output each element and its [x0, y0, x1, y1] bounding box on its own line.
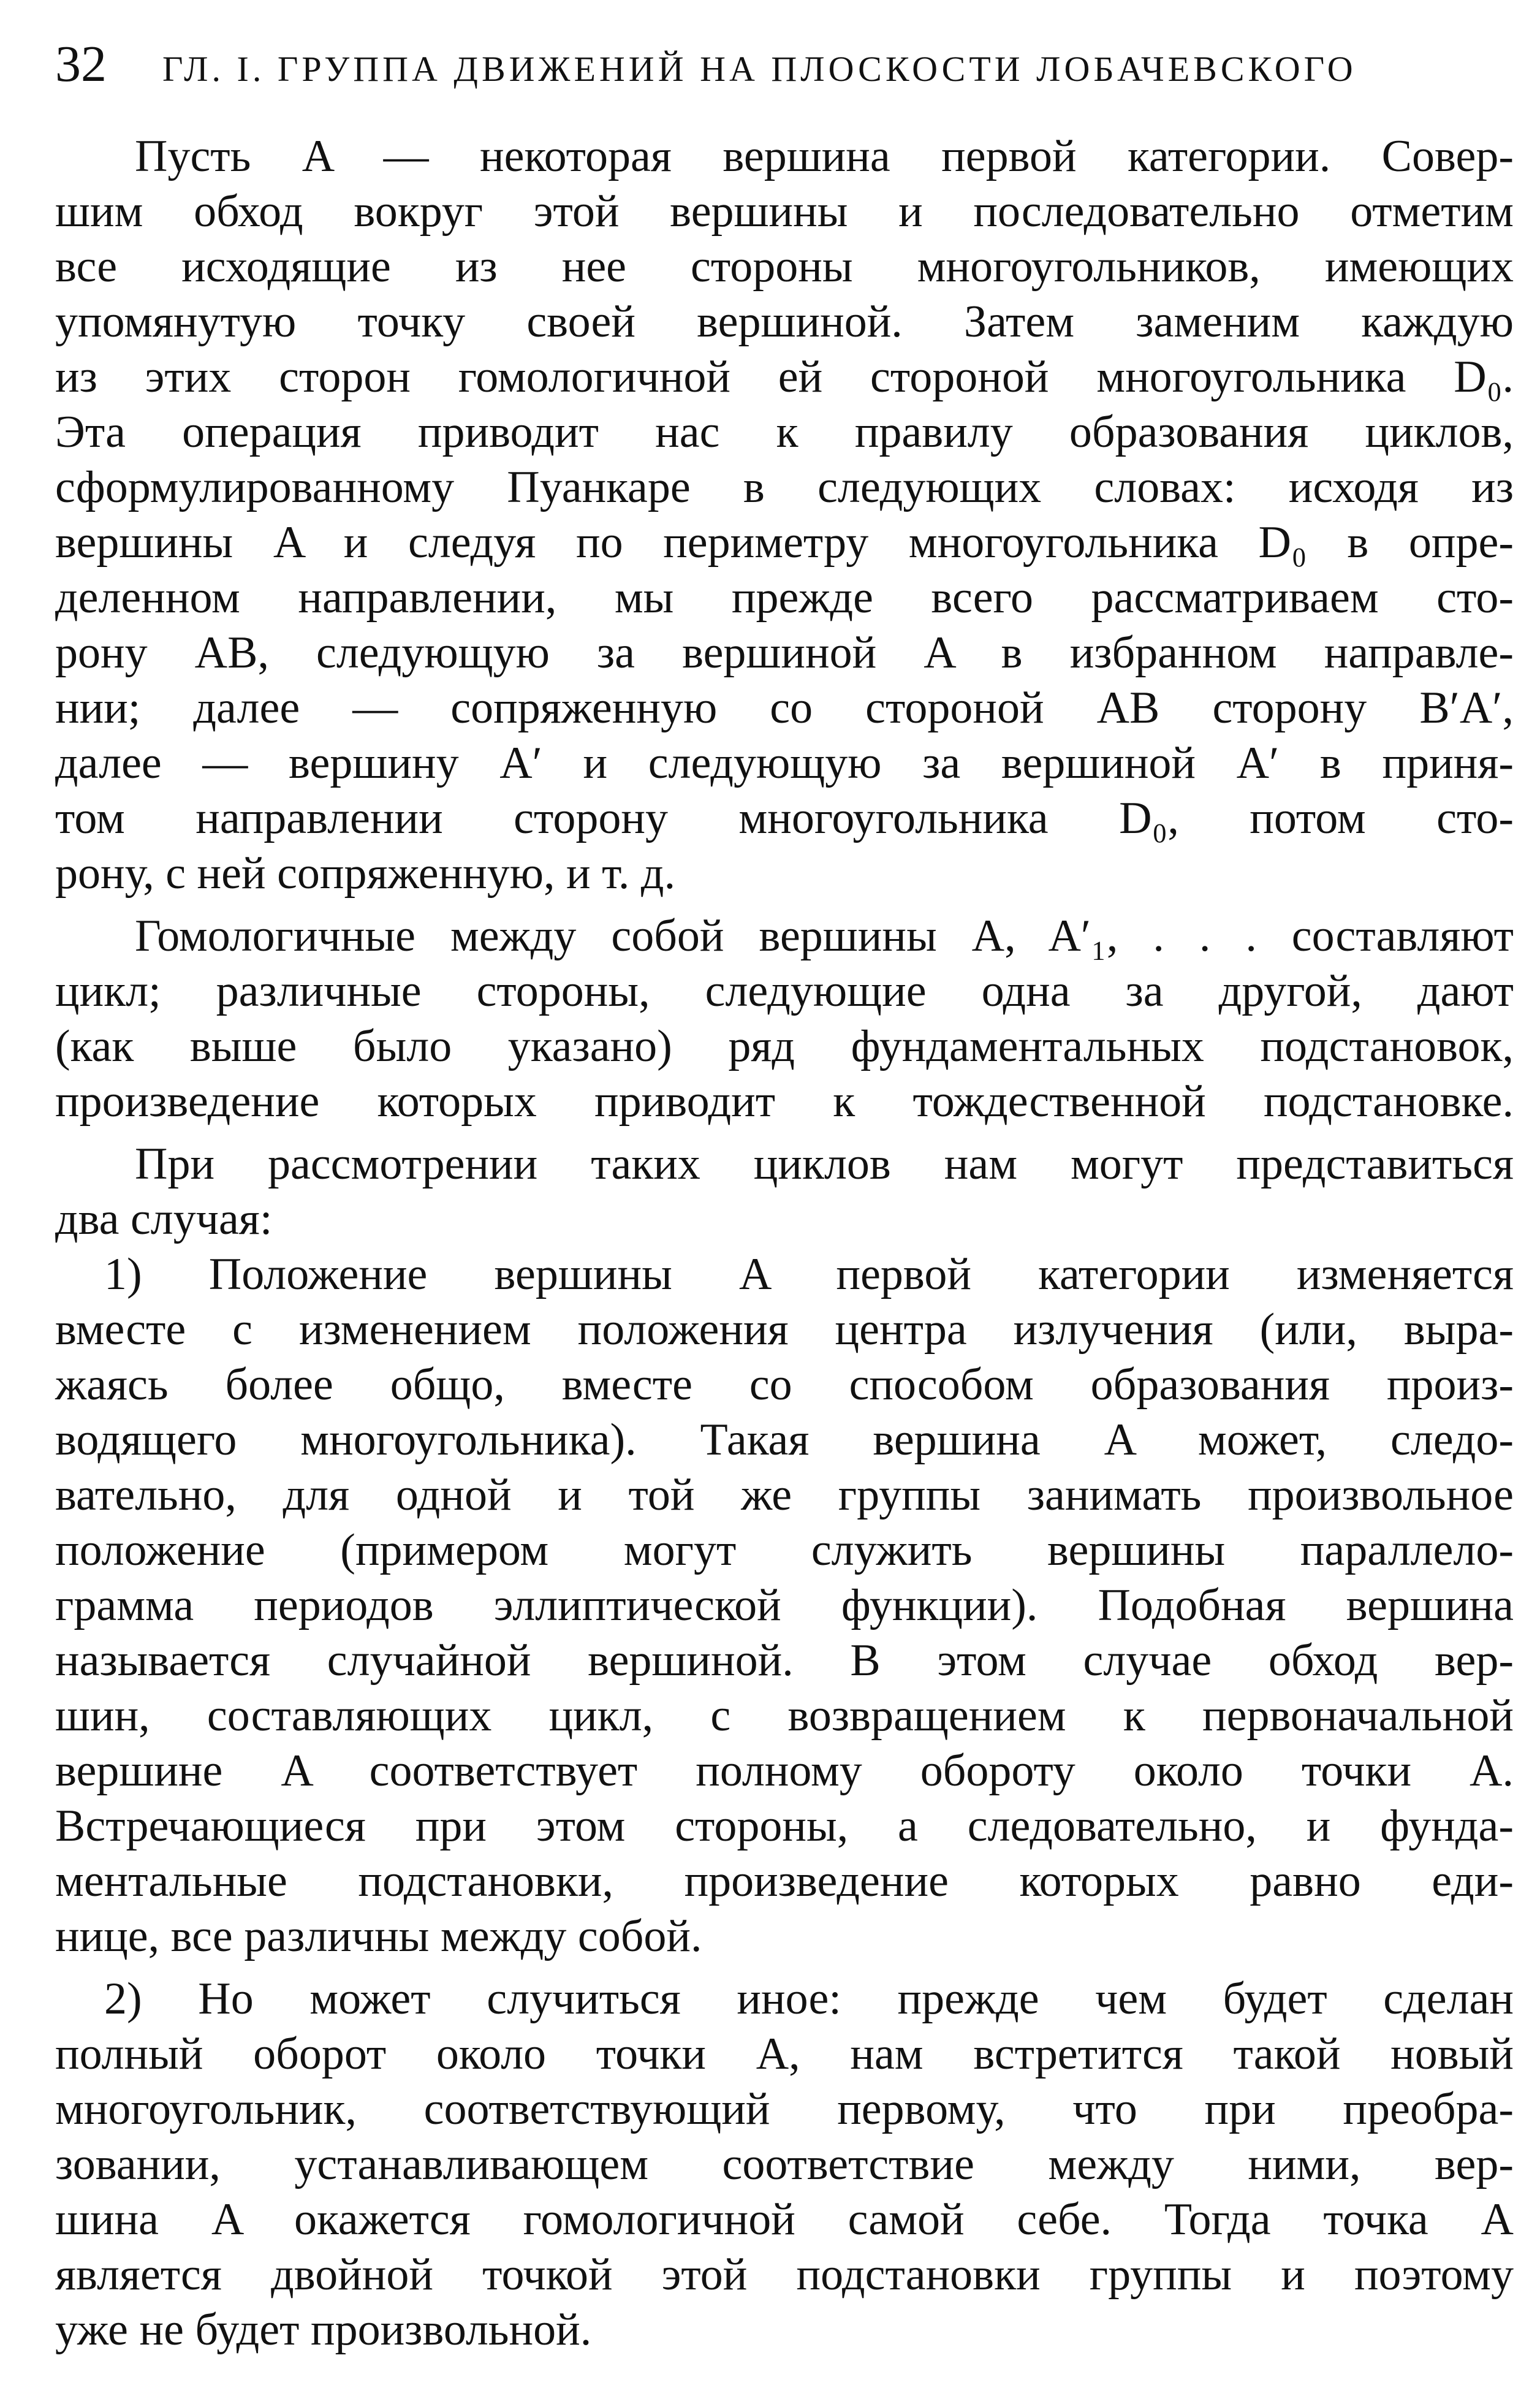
- text-line: Гомологичные между собой вершины A, A′₁, . . . составляют: [135, 911, 1514, 961]
- running-head: ГЛ. I. ГРУППА ДВИЖЕНИЙ НА ПЛОСКОСТИ ЛОБАЧЕВСКОГО: [162, 49, 1357, 89]
- text-line: сформулированному Пуанкаре в следующих словах: исходя из: [55, 462, 1514, 512]
- text-line: вершине A соответствует полному обороту около точки A.: [55, 1746, 1514, 1796]
- text-line: (как выше было указано) ряд фундаментальных подстановок,: [55, 1021, 1514, 1071]
- text-line: далее — вершину A′ и следующую за вершиной A′ в приня-: [55, 738, 1514, 788]
- paragraph: [55, 908, 1514, 1129]
- text-line: шим обход вокруг этой вершины и последовательно отметим: [55, 186, 1514, 237]
- paragraph: [55, 1971, 1514, 2357]
- text-line: многоугольник, соответствующий первому, что при преобра-: [55, 2084, 1514, 2134]
- text-line: полный оборот около точки A, нам встретится такой новый: [55, 2029, 1514, 2079]
- text-line: положение (примером могут служить вершины параллело-: [55, 1525, 1514, 1575]
- paragraph: [55, 129, 1514, 901]
- text-line: вершины A и следуя по периметру многоугольника D₀ в опре-: [55, 517, 1514, 568]
- text-line: рону, с ней сопряженную, и т. д.: [55, 848, 676, 899]
- text-line: 1) Положение вершины A первой категории изменяется: [104, 1249, 1514, 1299]
- text-line: Пусть A — некоторая вершина первой категории. Совер-: [135, 131, 1514, 181]
- page-number: 32: [55, 36, 107, 93]
- text-line: грамма периодов эллиптической функции). Подобная вершина: [55, 1580, 1514, 1630]
- text-line: 2) Но может случиться иное: прежде чем будет сделан: [104, 1974, 1514, 2024]
- text-line: является двойной точкой этой подстановки группы и поэтому: [55, 2250, 1514, 2300]
- page-header: [55, 31, 1526, 98]
- text-line: вместе с изменением положения центра излучения (или, выра-: [55, 1304, 1514, 1355]
- text-line: шина A окажется гомологичной самой себе. Тогда точка A: [55, 2194, 1514, 2245]
- text-line: называется случайной вершиной. В этом случае обход вер-: [55, 1635, 1514, 1686]
- text-line: вательно, для одной и той же группы занимать произвольное: [55, 1470, 1514, 1520]
- text-line: упомянутую точку своей вершиной. Затем заменим каждую: [55, 297, 1514, 347]
- text-line: нии; далее — сопряженную со стороной AB сторону B′A′,: [55, 683, 1514, 733]
- text-line: уже не будет произвольной.: [55, 2305, 592, 2355]
- text-line: цикл; различные стороны, следующие одна за другой, дают: [55, 966, 1514, 1016]
- text-line: водящего многоугольника). Такая вершина A может, следо-: [55, 1415, 1514, 1465]
- text-line: деленном направлении, мы прежде всего рассматриваем сто-: [55, 572, 1514, 623]
- text-line: произведение которых приводит к тождественной подстановке.: [55, 1076, 1514, 1127]
- text-line: При рассмотрении таких циклов нам могут представиться: [135, 1139, 1514, 1189]
- text-line: нице, все различны между собой.: [55, 1911, 702, 1961]
- text-line: ментальные подстановки, произведение которых равно еди-: [55, 1856, 1514, 1906]
- page-body: [55, 129, 1514, 2357]
- text-line: Встречающиеся при этом стороны, а следовательно, и фунда-: [55, 1801, 1514, 1851]
- text-line: рону AB, следующую за вершиной A в избранном направле-: [55, 628, 1514, 678]
- text-line: зовании, устанавливающем соответствие между ними, вер-: [55, 2139, 1514, 2189]
- paragraph: [55, 1247, 1514, 1964]
- text-line: том направлении сторону многоугольника D₀, потом сто-: [55, 793, 1514, 843]
- text-line: шин, составляющих цикл, с возвращением к первоначальной: [55, 1691, 1514, 1741]
- text-line: два случая:: [55, 1194, 273, 1244]
- text-line: все исходящие из нее стороны многоугольников, имеющих: [55, 242, 1514, 292]
- text-line: из этих сторон гомологичной ей стороной многоугольника D₀.: [55, 352, 1514, 402]
- text-line: жаясь более общо, вместе со способом образования произ-: [55, 1360, 1514, 1410]
- text-line: Эта операция приводит нас к правилу образования циклов,: [55, 407, 1514, 457]
- paragraph: [55, 1136, 1514, 1247]
